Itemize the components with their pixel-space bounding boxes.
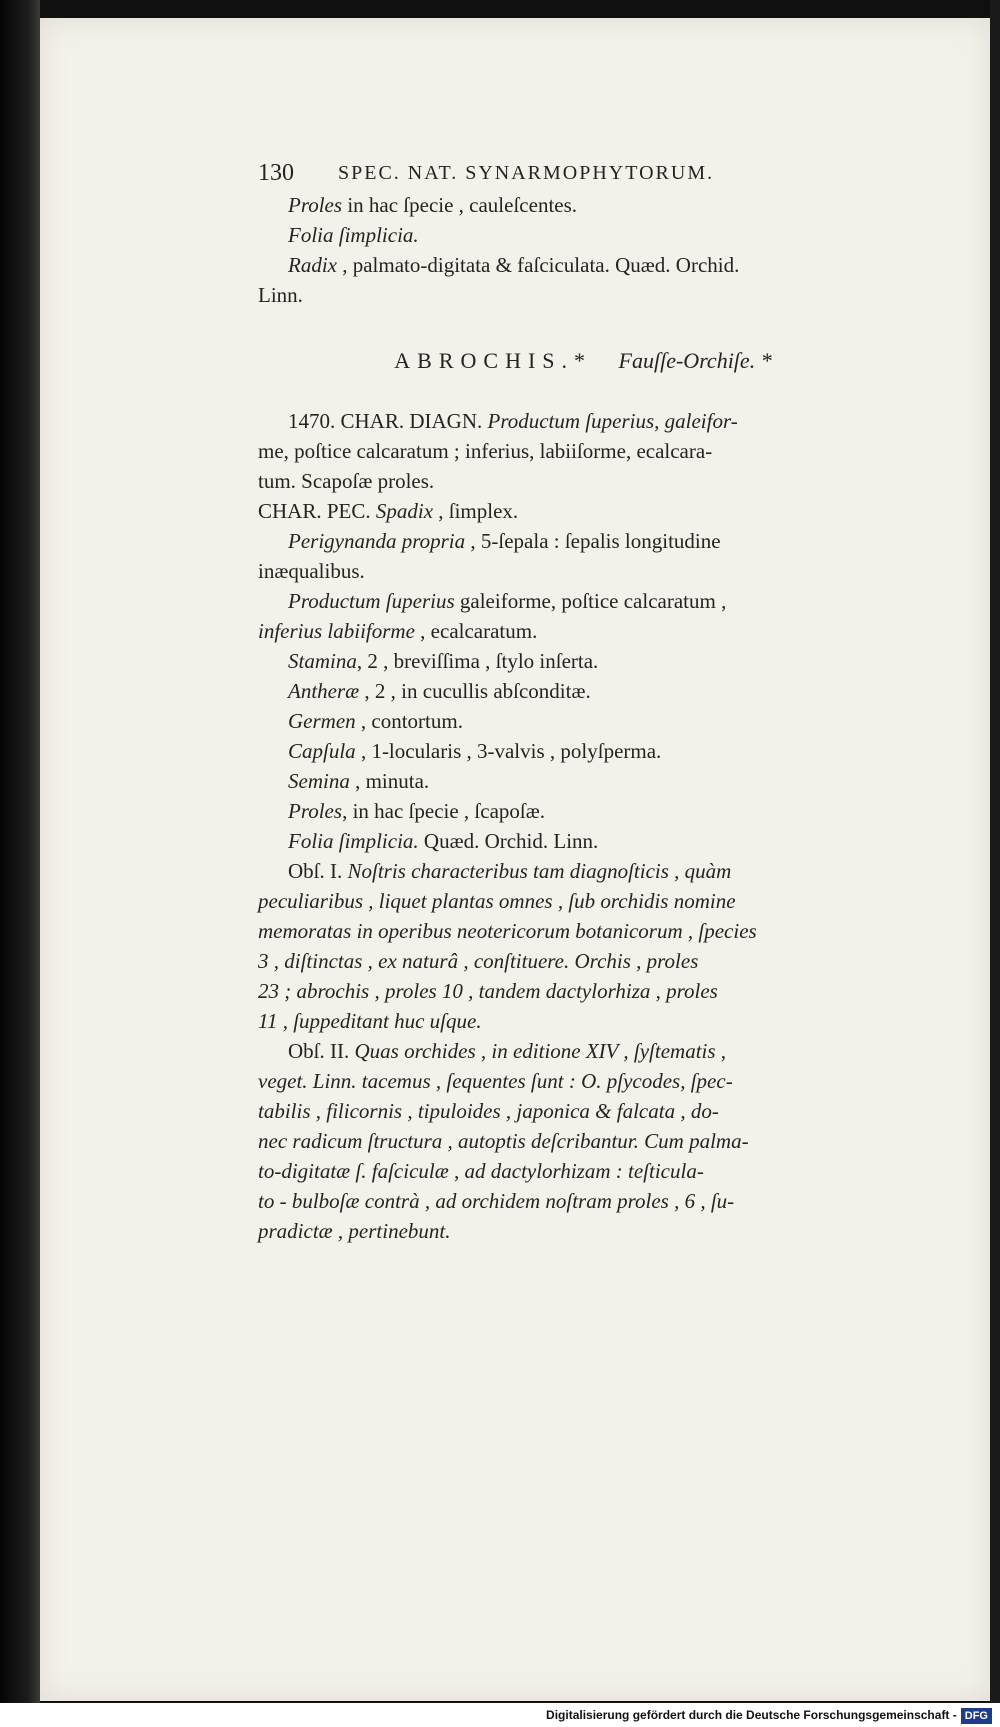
diagnosis-line: me, poſtice calcaratum ; inferius, labiiſorme, ecalcara- <box>258 439 713 463</box>
observation-line: Obſ. II. Quas orchides , in editione XIV , ſyſtematis , <box>288 1039 727 1063</box>
page-text <box>258 158 908 1246</box>
observation-line: 23 ; abrochis , proles 10 , tandem dactylorhiza , proles <box>258 979 718 1003</box>
footer-text: Digitalisierung gefördert durch die Deutsche Forschungsgemeinschaft - <box>546 1708 957 1722</box>
character-line: Stamina, 2 , breviſſima , ſtylo inſerta. <box>288 649 599 673</box>
observation-line: 11 , ſuppeditant huc uſque. <box>258 1009 482 1033</box>
observation-line: 3 , diſtinctas , ex naturâ , conſtituere. Orchis , proles <box>258 949 699 973</box>
book-spine <box>0 0 40 1727</box>
page-edge <box>990 0 1000 1703</box>
intro-line: Folia ſimplicia. <box>288 223 419 247</box>
observation-line: peculiaribus , liquet plantas omnes , ſub orchidis nomine <box>258 889 736 913</box>
observation-line: to - bulboſæ contrà , ad orchidem noſtram proles , 6 , ſu- <box>258 1189 735 1213</box>
observation-line: to-digitatæ ſ. faſciculæ , ad dactylorhizam : teſticula- <box>258 1159 704 1183</box>
genus-heading <box>258 346 908 376</box>
observation-line: tabilis , filicornis , tipuloides , japonica & falcata , do- <box>258 1099 719 1123</box>
intro-block <box>258 190 908 310</box>
observation-2 <box>258 1036 908 1246</box>
running-header <box>258 158 908 188</box>
genus-french: Fauſſe-Orchiſe. * <box>618 348 772 373</box>
digitization-footer <box>0 1703 1000 1727</box>
observation-line: pradictæ , pertinebunt. <box>258 1219 451 1243</box>
intro-line: Radix , palmato-digitata & faſciculata. Quæd. Orchid. <box>288 253 740 277</box>
character-line: Capſula , 1-locularis , 3-valvis , polyſperma. <box>288 739 662 763</box>
intro-line: Proles in hac ſpecie , cauleſcentes. <box>288 193 578 217</box>
character-line: Germen , contortum. <box>288 709 463 733</box>
genus-latin: ABROCHIS.* <box>394 348 593 373</box>
diagnosis-line: tum. Scapoſæ proles. <box>258 469 435 493</box>
character-line: Semina , minuta. <box>288 769 430 793</box>
diagnosis-line: 1470. CHAR. DIAGN. Productum ſuperius, galeifor- <box>288 409 738 433</box>
character-line: inæqualibus. <box>258 559 365 583</box>
observation-line: memoratas in operibus neotericorum botanicorum , ſpecies <box>258 919 757 943</box>
characters-block <box>258 526 908 856</box>
running-title: SPEC. NAT. SYNARMOPHYTORUM. <box>338 162 715 184</box>
page-number: 130 <box>258 160 294 186</box>
intro-line: Linn. <box>258 283 303 307</box>
character-line: Perigynanda propria , 5-ſepala : ſepalis longitudine <box>288 529 721 553</box>
observation-line: Obſ. I. Noſtris characteribus tam diagnoſticis , quàm <box>288 859 732 883</box>
pec-line: CHAR. PEC. Spadix , ſimplex. <box>258 499 519 523</box>
observation-line: veget. Linn. tacemus , ſequentes ſunt : O. pſycodes, ſpec- <box>258 1069 733 1093</box>
character-line: inferius labiiforme , ecalcaratum. <box>258 619 538 643</box>
observation-line: nec radicum ſtructura , autoptis deſcribantur. Cum palma- <box>258 1129 749 1153</box>
character-line: Productum ſuperius galeiforme, poſtice calcaratum , <box>288 589 727 613</box>
character-line: Folia ſimplicia. Quæd. Orchid. Linn. <box>288 829 599 853</box>
observation-1 <box>258 856 908 1036</box>
character-line: Antheræ , 2 , in cucullis abſconditæ. <box>288 679 591 703</box>
diagnosis-block <box>258 406 908 526</box>
character-line: Proles, in hac ſpecie , ſcapoſæ. <box>288 799 545 823</box>
dfg-logo: DFG <box>961 1708 992 1724</box>
